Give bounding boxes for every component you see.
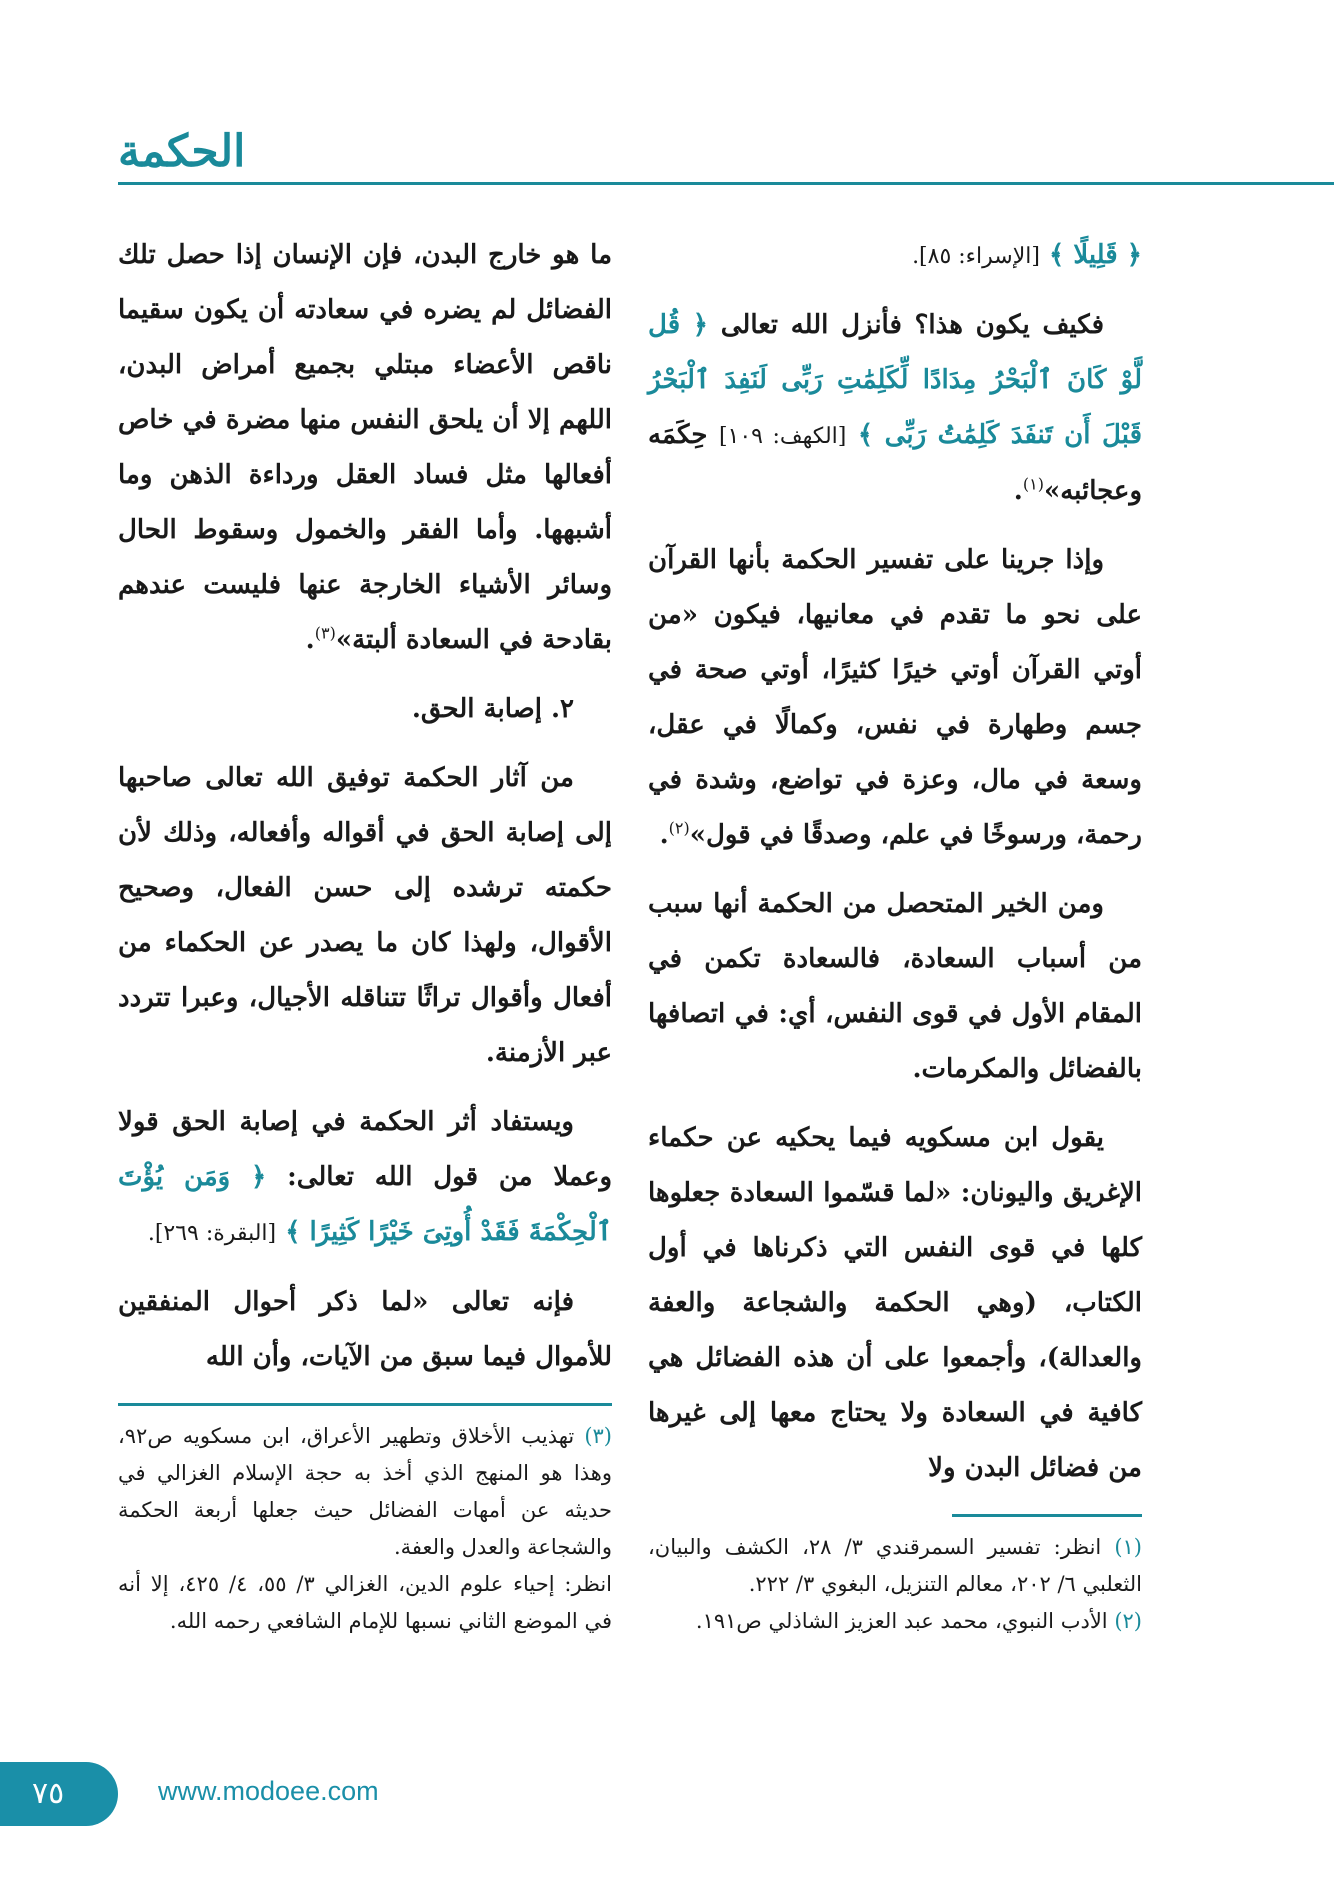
footnote-divider — [118, 1403, 612, 1406]
footnote-number: (٢) — [1114, 1609, 1142, 1633]
footnote-marker: (١) — [1022, 474, 1044, 494]
paragraph-text: حِكَمَه وعجائبه» — [648, 420, 1142, 506]
quran-verse: ﴿ وَمَن يُؤْتَ ٱلْحِكْمَةَ فَقَدْ أُوتِىَ خَيْرًا كَثِيرًا ﴾ — [118, 1162, 612, 1247]
footnote-number: (٣) — [584, 1424, 612, 1448]
footnote-1 — [648, 1529, 1142, 1603]
footnote-text: الأدب النبوي، محمد عبد العزيز الشاذلي ص١٩١. — [695, 1609, 1108, 1633]
footnote-marker: (٢) — [668, 818, 690, 838]
footnote-divider — [952, 1514, 1142, 1517]
footnote-3 — [118, 1418, 612, 1566]
quran-verse: ﴿ قُل لَّوْ كَانَ ٱلْبَحْرُ مِدَادًا لِّكَلِمَٰتِ رَبِّى لَنَفِدَ ٱلْبَحْرُ قَبْلَ أَن تَنفَدَ كَلِمَٰتُ رَبِّى ﴾ — [648, 310, 1142, 450]
page-number: ٧٥ — [32, 1776, 65, 1811]
right-paragraph-4: ومن الخير المتحصل من الحكمة أنها سبب من أسباب السعادة، فالسعادة تكمن في المقام الأول في قوى النفس، أي: في اتصافها بالفضائل والمكرمات. — [648, 889, 1142, 1084]
section-heading: ٢. إصابة الحق. — [411, 694, 574, 724]
left-paragraph-2: من آثار الحكمة توفيق الله تعالى صاحبها إلى إصابة الحق في أقواله وأفعاله، وذلك لأن حكمته ترشده إلى حسن الفعال، وصحيح الأقوال، ولهذا كان ما يصدر عن الحكماء من أفعال وأقوال تراثًا تتناقله الأجيال، وعبرا تتردد عبر الأزمنة. — [118, 763, 612, 1068]
quran-verse: ﴿ قَلِيلًا ﴾ — [1049, 240, 1142, 270]
left-paragraph-4: فإنه تعالى «لما ذكر أحوال المنفقين للأموال فيما سبق من الآيات، وأن الله — [118, 1287, 612, 1372]
running-header-title: الحكمة — [118, 126, 246, 177]
footnote-marker: (٣) — [314, 623, 336, 643]
footnote-number: (١) — [1114, 1535, 1142, 1559]
verse-reference: [الكهف: ١٠٩] — [718, 424, 847, 449]
left-paragraph-1: ما هو خارج البدن، فإن الإنسان إذا حصل تلك الفضائل لم يضره في سعادته أن يكون سقيما ناقص الأعضاء مبتلي بجميع أمراض البدن، اللهم إلا أن يلحق النفس منها مضرة في خاص أفعالها مثل فساد العقل ورداءة الذهن وما أشبهها. وأما الفقر والخمول وسقوط الحال وسائر الأشياء الخارجة عنها فليست عندهم بقادحة في السعادة ألبتة»$^{(٣)}$. — [118, 240, 612, 655]
paragraph-text: ويستفاد أثر الحكمة في إصابة الحق قولا وعملا من قول الله تعالى: — [118, 1107, 612, 1192]
right-paragraph-5: يقول ابن مسكويه فيما يحكيه عن حكماء الإغريق واليونان: «لما قسّموا السعادة جعلوها كلها في قوى النفس التي ذكرناها في أول الكتاب، (وهي الحكمة والشجاعة والعفة والعدالة)، وأجمعوا على أن هذه الفضائل هي كافية في السعادة ولا يحتاج معها إلى غيرها من فضائل البدن ولا — [648, 1123, 1142, 1483]
right-paragraph-1 — [648, 228, 1142, 284]
footnote-3-continued: انظر: إحياء علوم الدين، الغزالي ٣/ ٥٥، ٤/ ٤٢٥، إلا أنه في الموضع الثاني نسبها للإمام الشافعي رحمه الله. — [118, 1572, 612, 1633]
left-paragraph-3 — [118, 1095, 612, 1261]
verse-reference: [الإسراء: ٨٥]. — [912, 244, 1040, 269]
right-column — [648, 228, 1142, 1640]
paragraph-text: فكيف يكون هذا؟ فأنزل الله تعالى — [720, 310, 1104, 340]
paragraph-text: وإذا جرينا على تفسير الحكمة بأنها القرآن على نحو ما تقدم في معانيها، فيكون «من أوتي القرآن أوتي خيرًا كثيرًا، أوتي صحة في جسم وطهارة في نفس، وكمالًا في عقل، وسعة في مال، وعزة في تواضع، وشدة في رحمة، ورسوخًا في علم، وصدقًا في قول» — [648, 545, 1142, 850]
right-paragraph-2: فكيف يكون هذا؟ فأنزل الله تعالى ﴿ قُل لَّوْ كَانَ ٱلْبَحْرُ مِدَادًا لِّكَلِمَٰتِ رَبِّى لَنَفِدَ ٱلْبَحْرُ قَبْلَ أَن تَنفَدَ كَلِمَٰتُ رَبِّى ﴾ [الكهف: ١٠٩] حِكَمَه وعجائبه»$^{(١)}$. — [648, 310, 1142, 506]
footnote-text: تهذيب الأخلاق وتطهير الأعراق، ابن مسكويه ص٩٢، وهذا هو المنهج الذي أخذ به حجة الإسلام الغزالي في حديثه عن أمهات الفضائل حيث جعلها أربعة الحكمة والشجاعة والعدل والعفة. — [118, 1424, 612, 1559]
right-paragraph-3: وإذا جرينا على تفسير الحكمة بأنها القرآن على نحو ما تقدم في معانيها، فيكون «من أوتي القرآن أوتي خيرًا كثيرًا، أوتي صحة في جسم وطهارة في نفس، وكمالًا في عقل، وسعة في مال، وعزة في تواضع، وشدة في رحمة، ورسوخًا في علم، وصدقًا في قول»$^{(٢)}$. — [648, 545, 1142, 850]
website-link[interactable]: www.modoee.com — [158, 1776, 379, 1806]
paragraph-text: ما هو خارج البدن، فإن الإنسان إذا حصل تلك الفضائل لم يضره في سعادته أن يكون سقيما ناقص الأعضاء مبتلي بجميع أمراض البدن، اللهم إلا أن يلحق النفس منها مضرة في خاص أفعالها مثل فساد العقل ورداءة الذهن وما أشبهها. وأما الفقر والخمول وسقوط الحال وسائر الأشياء الخارجة عنها فليست عندهم بقادحة في السعادة ألبتة» — [118, 240, 612, 655]
footnote-2 — [648, 1603, 1142, 1640]
header-divider — [118, 182, 1334, 185]
left-column — [118, 228, 612, 1640]
verse-reference: [البقرة: ٢٦٩]. — [147, 1221, 277, 1246]
footnote-text: انظر: تفسير السمرقندي ٣/ ٢٨، الكشف والبيان، الثعلبي ٦/ ٢٠٢، معالم التنزيل، البغوي ٣/ ٢٢٢. — [648, 1535, 1142, 1596]
